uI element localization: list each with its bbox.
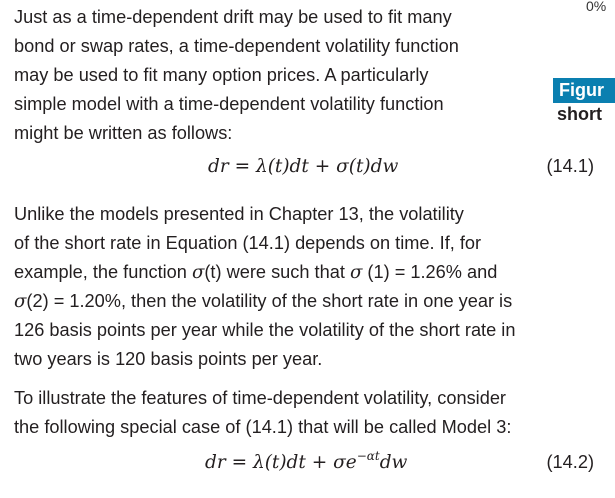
equation-14-2: [0, 449, 615, 482]
paragraph-line: the following special case of (14.1) that will be called Model 3:: [14, 417, 512, 437]
paragraph-line: may be used to fit many option prices. A particularly: [14, 65, 429, 85]
equation-formula: dr = λ(t)dt + σ(t)dw: [208, 156, 399, 177]
model3-paragraph: [14, 384, 511, 442]
volatility-paragraph: [14, 200, 515, 374]
paragraph-line: example, the function σ(t) were such that σ (1) = 1.26% and: [14, 262, 498, 283]
paragraph-line: Unlike the models presented in Chapter 13, the volatility: [14, 204, 464, 224]
paragraph-line: two years is 120 basis points per year.: [14, 349, 323, 369]
equation-number: (14.1): [546, 156, 594, 176]
paragraph-line: To illustrate the features of time-dependent volatility, consider: [14, 388, 506, 408]
figure-label: Figur: [553, 78, 615, 103]
paragraph-line: might be written as follows:: [14, 123, 233, 143]
paragraph-line: simple model with a time-dependent volatility function: [14, 94, 444, 114]
edge-percent: 0%: [586, 0, 607, 14]
equation-formula: dr = $\lambda(t)dt + \sigma e^{-\alpha t}dw$: [205, 449, 408, 473]
equation-number: (14.2): [546, 452, 594, 472]
paragraph-line: of the short rate in Equation (14.1) depends on time. If, for: [14, 233, 482, 253]
paragraph-line: 126 basis points per year while the volatility of the short rate in: [14, 320, 516, 340]
paragraph-line: Just as a time-dependent drift may be used to fit many: [14, 7, 452, 27]
paragraph-line: bond or swap rates, a time-dependent volatility function: [14, 36, 459, 56]
paragraph-line: σ(2) = 1.20%, then the volatility of the short rate in one year is: [14, 291, 513, 312]
intro-paragraph: [14, 3, 459, 148]
figure-caption: short: [557, 104, 602, 124]
equation-14-1: [0, 156, 615, 186]
